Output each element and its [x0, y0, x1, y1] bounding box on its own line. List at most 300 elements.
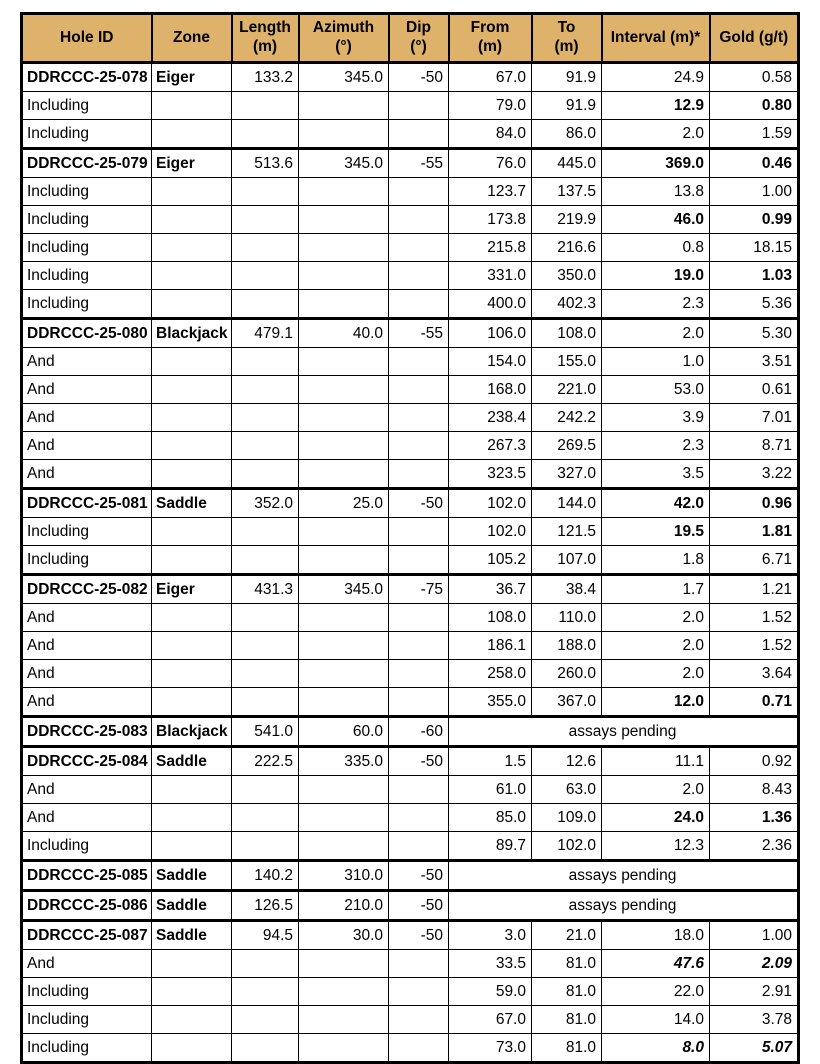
cell-gold: 0.71 [710, 688, 799, 717]
cell-to: 21.0 [532, 921, 602, 950]
cell-zone [152, 1006, 232, 1034]
cell-gold: 5.07 [710, 1034, 799, 1063]
cell-gold: 1.21 [710, 575, 799, 604]
cell-dip [389, 604, 449, 632]
cell-to: 107.0 [532, 546, 602, 575]
col-header-sublabel: (°) [335, 38, 352, 55]
cell-gold: 1.00 [710, 178, 799, 206]
cell-to: 219.9 [532, 206, 602, 234]
cell-from: 331.0 [449, 262, 532, 290]
cell-zone [152, 776, 232, 804]
cell-gold: 1.52 [710, 632, 799, 660]
cell-zone [152, 832, 232, 861]
table-row-detail [22, 832, 799, 861]
cell-interval: 42.0 [602, 489, 710, 518]
cell-zone [152, 950, 232, 978]
cell-from: 79.0 [449, 92, 532, 120]
cell-length [232, 604, 299, 632]
cell-hole-id: And [22, 432, 152, 460]
table-row-detail [22, 632, 799, 660]
cell-gold: 1.81 [710, 518, 799, 546]
col-header-zone [152, 14, 232, 63]
cell-zone: Eiger [152, 575, 232, 604]
cell-length [232, 776, 299, 804]
cell-gold: 1.00 [710, 921, 799, 950]
cell-zone [152, 660, 232, 688]
cell-to: 188.0 [532, 632, 602, 660]
table-row-detail [22, 950, 799, 978]
cell-interval: 1.7 [602, 575, 710, 604]
cell-length: 479.1 [232, 319, 299, 348]
cell-hole-id: And [22, 404, 152, 432]
cell-hole-id: DDRCCC-25-087 [22, 921, 152, 950]
cell-to: 86.0 [532, 120, 602, 149]
cell-length: 431.3 [232, 575, 299, 604]
cell-dip [389, 660, 449, 688]
cell-gold: 1.59 [710, 120, 799, 149]
cell-from: 400.0 [449, 290, 532, 319]
cell-hole-id: And [22, 688, 152, 717]
cell-azimuth [299, 404, 389, 432]
cell-interval: 53.0 [602, 376, 710, 404]
cell-dip [389, 348, 449, 376]
cell-azimuth: 335.0 [299, 747, 389, 776]
cell-assays-pending: assays pending [449, 861, 799, 891]
cell-to: 121.5 [532, 518, 602, 546]
cell-gold: 2.91 [710, 978, 799, 1006]
cell-interval: 2.0 [602, 604, 710, 632]
cell-dip [389, 206, 449, 234]
col-header-label: From [470, 19, 510, 37]
cell-hole-id: And [22, 776, 152, 804]
cell-interval: 3.5 [602, 460, 710, 489]
table-row-detail [22, 604, 799, 632]
cell-length [232, 206, 299, 234]
cell-from: 123.7 [449, 178, 532, 206]
table-body [22, 63, 799, 1063]
cell-from: 267.3 [449, 432, 532, 460]
cell-from: 67.0 [449, 1006, 532, 1034]
cell-interval: 1.0 [602, 348, 710, 376]
col-header-interval [602, 14, 710, 63]
cell-hole-id: Including [22, 262, 152, 290]
cell-zone [152, 120, 232, 149]
cell-azimuth: 310.0 [299, 861, 389, 891]
cell-gold: 5.36 [710, 290, 799, 319]
cell-hole-id: DDRCCC-25-083 [22, 717, 152, 747]
cell-azimuth: 345.0 [299, 149, 389, 178]
cell-dip: -75 [389, 575, 449, 604]
cell-zone [152, 376, 232, 404]
cell-zone: Saddle [152, 921, 232, 950]
cell-to: 367.0 [532, 688, 602, 717]
cell-hole-id: Including [22, 518, 152, 546]
cell-interval: 2.0 [602, 319, 710, 348]
cell-to: 63.0 [532, 776, 602, 804]
cell-to: 350.0 [532, 262, 602, 290]
cell-to: 81.0 [532, 950, 602, 978]
cell-gold: 3.22 [710, 460, 799, 489]
cell-length [232, 1006, 299, 1034]
table-row-detail [22, 178, 799, 206]
cell-from: 1.5 [449, 747, 532, 776]
cell-dip [389, 1034, 449, 1063]
table-row-detail [22, 776, 799, 804]
col-header-azimuth [299, 14, 389, 63]
cell-azimuth [299, 632, 389, 660]
cell-assays-pending: assays pending [449, 891, 799, 921]
cell-azimuth: 60.0 [299, 717, 389, 747]
cell-zone [152, 978, 232, 1006]
cell-azimuth [299, 804, 389, 832]
cell-hole-id: DDRCCC-25-078 [22, 63, 152, 92]
cell-interval: 369.0 [602, 149, 710, 178]
cell-to: 260.0 [532, 660, 602, 688]
table-row-detail [22, 376, 799, 404]
cell-zone [152, 348, 232, 376]
cell-length [232, 950, 299, 978]
cell-from: 84.0 [449, 120, 532, 149]
cell-length [232, 460, 299, 489]
cell-to: 269.5 [532, 432, 602, 460]
cell-azimuth: 40.0 [299, 319, 389, 348]
cell-azimuth [299, 776, 389, 804]
col-header-sublabel: (m) [252, 38, 278, 55]
cell-gold: 0.96 [710, 489, 799, 518]
cell-dip: -50 [389, 747, 449, 776]
cell-dip [389, 234, 449, 262]
table-row-hole [22, 747, 799, 776]
cell-dip [389, 804, 449, 832]
cell-length: 140.2 [232, 861, 299, 891]
cell-gold: 1.36 [710, 804, 799, 832]
cell-length [232, 178, 299, 206]
cell-interval: 11.1 [602, 747, 710, 776]
cell-from: 59.0 [449, 978, 532, 1006]
cell-length [232, 688, 299, 717]
col-header-length [232, 14, 299, 63]
cell-length [232, 518, 299, 546]
cell-from: 3.0 [449, 921, 532, 950]
table-row-detail [22, 120, 799, 149]
cell-dip: -50 [389, 921, 449, 950]
cell-zone: Saddle [152, 861, 232, 891]
cell-interval: 24.9 [602, 63, 710, 92]
cell-from: 61.0 [449, 776, 532, 804]
table-row-detail [22, 546, 799, 575]
cell-interval: 3.9 [602, 404, 710, 432]
cell-azimuth [299, 660, 389, 688]
cell-interval: 24.0 [602, 804, 710, 832]
cell-azimuth [299, 518, 389, 546]
col-header-label: To [557, 19, 576, 37]
cell-dip [389, 92, 449, 120]
cell-length [232, 92, 299, 120]
cell-zone: Eiger [152, 149, 232, 178]
cell-hole-id: And [22, 376, 152, 404]
cell-zone: Saddle [152, 891, 232, 921]
cell-interval: 2.0 [602, 120, 710, 149]
cell-length [232, 632, 299, 660]
cell-hole-id: Including [22, 92, 152, 120]
cell-gold: 2.09 [710, 950, 799, 978]
cell-length [232, 432, 299, 460]
cell-from: 85.0 [449, 804, 532, 832]
cell-azimuth: 25.0 [299, 489, 389, 518]
cell-zone [152, 604, 232, 632]
cell-hole-id: DDRCCC-25-086 [22, 891, 152, 921]
cell-interval: 47.6 [602, 950, 710, 978]
cell-to: 155.0 [532, 348, 602, 376]
cell-zone [152, 518, 232, 546]
cell-hole-id: Including [22, 832, 152, 861]
cell-dip [389, 518, 449, 546]
col-header-from [449, 14, 532, 63]
cell-from: 154.0 [449, 348, 532, 376]
cell-interval: 2.3 [602, 432, 710, 460]
cell-to: 38.4 [532, 575, 602, 604]
cell-hole-id: Including [22, 178, 152, 206]
cell-azimuth [299, 688, 389, 717]
cell-from: 258.0 [449, 660, 532, 688]
col-header-label: Zone [172, 28, 211, 46]
cell-dip [389, 432, 449, 460]
cell-from: 33.5 [449, 950, 532, 978]
col-header-dip [389, 14, 449, 63]
cell-to: 216.6 [532, 234, 602, 262]
cell-hole-id: Including [22, 1006, 152, 1034]
cell-azimuth: 210.0 [299, 891, 389, 921]
table-row-detail [22, 234, 799, 262]
cell-gold: 8.43 [710, 776, 799, 804]
cell-from: 323.5 [449, 460, 532, 489]
cell-azimuth [299, 348, 389, 376]
cell-azimuth [299, 1034, 389, 1063]
table-row-hole [22, 717, 799, 747]
cell-dip: -50 [389, 891, 449, 921]
table-row-detail [22, 1006, 799, 1034]
cell-zone: Eiger [152, 63, 232, 92]
cell-to: 12.6 [532, 747, 602, 776]
cell-zone [152, 92, 232, 120]
cell-dip [389, 376, 449, 404]
cell-length [232, 1034, 299, 1063]
cell-dip [389, 262, 449, 290]
cell-to: 81.0 [532, 1034, 602, 1063]
cell-interval: 12.0 [602, 688, 710, 717]
cell-hole-id: DDRCCC-25-084 [22, 747, 152, 776]
cell-gold: 3.64 [710, 660, 799, 688]
cell-zone [152, 178, 232, 206]
cell-dip [389, 776, 449, 804]
cell-hole-id: And [22, 348, 152, 376]
cell-hole-id: Including [22, 120, 152, 149]
cell-zone [152, 688, 232, 717]
cell-from: 36.7 [449, 575, 532, 604]
table-row-detail [22, 688, 799, 717]
cell-zone: Blackjack [152, 717, 232, 747]
cell-zone [152, 804, 232, 832]
cell-hole-id: And [22, 804, 152, 832]
cell-hole-id: DDRCCC-25-080 [22, 319, 152, 348]
table-row-detail [22, 92, 799, 120]
cell-from: 106.0 [449, 319, 532, 348]
cell-from: 102.0 [449, 518, 532, 546]
cell-gold: 7.01 [710, 404, 799, 432]
cell-azimuth [299, 978, 389, 1006]
cell-hole-id: DDRCCC-25-082 [22, 575, 152, 604]
cell-length [232, 978, 299, 1006]
col-header-label: Length [239, 19, 291, 37]
cell-from: 355.0 [449, 688, 532, 717]
cell-hole-id: Including [22, 234, 152, 262]
cell-interval: 22.0 [602, 978, 710, 1006]
cell-to: 81.0 [532, 1006, 602, 1034]
table-row-detail [22, 460, 799, 489]
cell-hole-id: DDRCCC-25-085 [22, 861, 152, 891]
cell-from: 186.1 [449, 632, 532, 660]
cell-gold: 1.52 [710, 604, 799, 632]
cell-length [232, 546, 299, 575]
cell-from: 76.0 [449, 149, 532, 178]
cell-length [232, 660, 299, 688]
cell-hole-id: Including [22, 546, 152, 575]
cell-dip: -55 [389, 319, 449, 348]
cell-hole-id: And [22, 460, 152, 489]
cell-length [232, 348, 299, 376]
cell-hole-id: DDRCCC-25-079 [22, 149, 152, 178]
cell-hole-id: Including [22, 290, 152, 319]
cell-gold: 18.15 [710, 234, 799, 262]
cell-length [232, 120, 299, 149]
cell-from: 105.2 [449, 546, 532, 575]
cell-azimuth: 345.0 [299, 575, 389, 604]
table-row-detail [22, 1034, 799, 1063]
cell-hole-id: Including [22, 1034, 152, 1063]
cell-azimuth [299, 120, 389, 149]
cell-zone [152, 262, 232, 290]
cell-length: 541.0 [232, 717, 299, 747]
cell-length [232, 290, 299, 319]
cell-azimuth [299, 178, 389, 206]
cell-azimuth [299, 604, 389, 632]
col-header-label: Azimuth [312, 19, 375, 37]
cell-interval: 2.0 [602, 660, 710, 688]
cell-to: 81.0 [532, 978, 602, 1006]
cell-azimuth [299, 234, 389, 262]
cell-length [232, 234, 299, 262]
cell-hole-id: Including [22, 978, 152, 1006]
table-row-hole [22, 319, 799, 348]
table-row-detail [22, 404, 799, 432]
cell-interval: 2.0 [602, 776, 710, 804]
cell-dip [389, 460, 449, 489]
table-row-hole [22, 891, 799, 921]
cell-from: 108.0 [449, 604, 532, 632]
cell-dip: -50 [389, 489, 449, 518]
cell-length [232, 832, 299, 861]
table-row-detail [22, 804, 799, 832]
cell-azimuth [299, 262, 389, 290]
cell-to: 221.0 [532, 376, 602, 404]
cell-dip [389, 832, 449, 861]
cell-interval: 2.0 [602, 632, 710, 660]
cell-gold: 0.92 [710, 747, 799, 776]
cell-azimuth [299, 460, 389, 489]
col-header-gold [710, 14, 799, 63]
cell-dip [389, 120, 449, 149]
cell-gold: 3.51 [710, 348, 799, 376]
cell-dip [389, 950, 449, 978]
cell-length [232, 404, 299, 432]
cell-hole-id: And [22, 950, 152, 978]
cell-from: 173.8 [449, 206, 532, 234]
cell-length: 94.5 [232, 921, 299, 950]
cell-azimuth [299, 432, 389, 460]
table-row-hole [22, 921, 799, 950]
cell-dip [389, 404, 449, 432]
col-header-to [532, 14, 602, 63]
col-header-sublabel: (m) [477, 38, 503, 55]
cell-length: 513.6 [232, 149, 299, 178]
header-row [22, 14, 799, 63]
cell-gold: 0.58 [710, 63, 799, 92]
cell-dip [389, 1006, 449, 1034]
cell-zone [152, 460, 232, 489]
table-row-hole [22, 489, 799, 518]
cell-to: 91.9 [532, 63, 602, 92]
cell-interval: 19.5 [602, 518, 710, 546]
cell-from: 67.0 [449, 63, 532, 92]
cell-dip [389, 632, 449, 660]
cell-azimuth [299, 950, 389, 978]
cell-interval: 8.0 [602, 1034, 710, 1063]
cell-dip [389, 178, 449, 206]
drill-results-table [20, 12, 800, 1064]
cell-to: 109.0 [532, 804, 602, 832]
cell-length [232, 804, 299, 832]
col-header-label: Hole ID [60, 28, 114, 46]
cell-interval: 46.0 [602, 206, 710, 234]
table-row-detail [22, 432, 799, 460]
cell-hole-id: Including [22, 206, 152, 234]
cell-azimuth [299, 290, 389, 319]
cell-dip: -55 [389, 149, 449, 178]
cell-to: 445.0 [532, 149, 602, 178]
cell-interval: 19.0 [602, 262, 710, 290]
cell-zone: Blackjack [152, 319, 232, 348]
cell-hole-id: And [22, 632, 152, 660]
cell-dip [389, 546, 449, 575]
cell-azimuth [299, 546, 389, 575]
col-header-label: Interval (m)* [610, 28, 701, 46]
cell-zone [152, 632, 232, 660]
cell-azimuth [299, 92, 389, 120]
cell-zone: Saddle [152, 747, 232, 776]
col-header-hole-id [22, 14, 152, 63]
cell-interval: 2.3 [602, 290, 710, 319]
cell-from: 89.7 [449, 832, 532, 861]
cell-assays-pending: assays pending [449, 717, 799, 747]
cell-azimuth [299, 832, 389, 861]
cell-hole-id: And [22, 604, 152, 632]
table-row-hole [22, 149, 799, 178]
cell-zone [152, 1034, 232, 1063]
cell-gold: 3.78 [710, 1006, 799, 1034]
table-row-hole [22, 63, 799, 92]
col-header-sublabel: (°) [410, 38, 427, 55]
cell-azimuth [299, 1006, 389, 1034]
